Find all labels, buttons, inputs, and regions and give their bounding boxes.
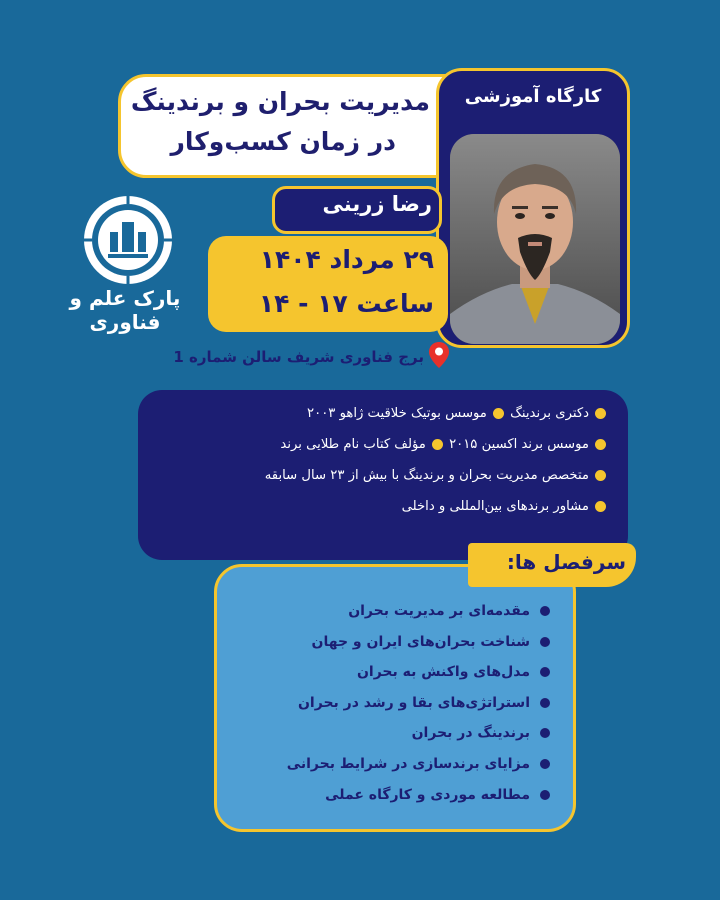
credential-row	[150, 491, 608, 522]
bullet-icon	[493, 408, 504, 419]
speaker-name: رضا زرینی	[322, 192, 432, 216]
topics-heading: سرفصل ها:	[506, 550, 626, 574]
bullet-icon	[540, 698, 550, 708]
bullet-icon	[595, 470, 606, 481]
location-text: برج فناوری شریف سالن شماره 1	[173, 348, 424, 366]
bullet-icon	[540, 759, 550, 769]
topics-list	[260, 596, 550, 810]
topic-text: برندینگ در بحران	[411, 725, 530, 742]
credential-item: مؤلف کتاب نام طلایی برند	[280, 437, 426, 452]
bullet-icon	[595, 501, 606, 512]
topic-text: مدل‌های واکنش به بحران	[356, 664, 530, 681]
credential-row	[150, 460, 608, 491]
bullet-icon	[540, 790, 550, 800]
schedule	[212, 238, 434, 326]
event-date: ۲۹ مرداد ۱۴۰۴	[259, 245, 434, 274]
credential-item: متخصص مدیریت بحران و برندینگ با بیش از ۲۳ سال سابقه	[264, 468, 589, 483]
workshop-label: کارگاه آموزشی	[464, 86, 602, 107]
topic-item	[260, 688, 550, 719]
topic-text: مزایای برندسازی در شرایط بحرانی	[286, 755, 530, 772]
speaker-photo	[450, 134, 620, 344]
topic-text: مطالعه موردی و کارگاه عملی	[325, 786, 530, 803]
credential-item: دکتری برندینگ	[510, 406, 589, 421]
topic-item	[260, 657, 550, 688]
topic-text: شناخت بحران‌های ایران و جهان	[311, 633, 530, 650]
event-time: ساعت ۱۷ - ۱۴	[258, 289, 434, 318]
bullet-icon	[595, 439, 606, 450]
topic-item	[260, 627, 550, 658]
credential-item: مشاور برندهای بین‌المللی و داخلی	[401, 499, 589, 514]
bullet-icon	[595, 408, 606, 419]
credentials-list	[150, 398, 608, 522]
workshop-title	[130, 82, 430, 162]
bullet-icon	[540, 728, 550, 738]
title-line-1: مدیریت بحران و برندینگ	[130, 87, 430, 116]
bullet-icon	[432, 439, 443, 450]
location-row	[140, 342, 450, 372]
location-pin-icon	[428, 341, 450, 373]
topic-item	[260, 749, 550, 780]
science-park-name: پارک علم و فناوری	[69, 286, 181, 334]
topic-item	[260, 780, 550, 811]
title-line-2: در زمان کسب‌وکار	[170, 127, 396, 156]
credential-item: موسس بوتیک خلاقیت ژاهو ۲۰۰۳	[307, 406, 487, 421]
topic-item	[260, 718, 550, 749]
bullet-icon	[540, 606, 550, 616]
science-park-logo	[80, 192, 176, 288]
bullet-icon	[540, 667, 550, 677]
bullet-icon	[540, 637, 550, 647]
credential-row	[150, 398, 608, 429]
topic-item	[260, 596, 550, 627]
credential-row	[150, 429, 608, 460]
credential-item: موسس برند اکسین ۲۰۱۵	[449, 437, 589, 452]
topic-text: مقدمه‌ای بر مدیریت بحران	[348, 603, 530, 619]
topic-text: استراتژی‌های بقا و رشد در بحران	[297, 694, 530, 711]
